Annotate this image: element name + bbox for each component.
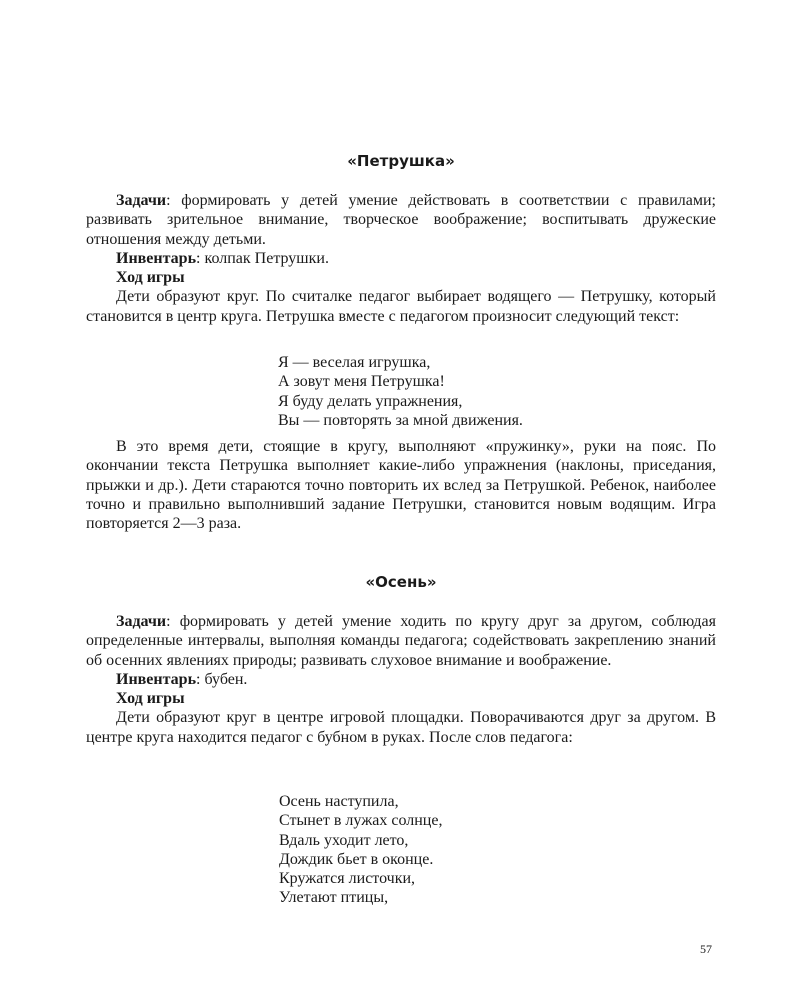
equipment-label: Инвентарь [116, 249, 197, 267]
equipment-paragraph [86, 670, 716, 689]
equipment-text: : бубен. [196, 670, 248, 688]
petrushka-rules [86, 437, 716, 533]
equipment-text: : колпак Петрушки. [196, 249, 329, 267]
osen-description [86, 612, 716, 747]
tasks-text: : формировать у детей умение действовать в соответствии с правилами; развивать зрительное внимание, творческое воображение; воспитывать дружеские отношения между детьми. [86, 192, 716, 248]
book-page [86, 0, 716, 1000]
tasks-paragraph [86, 612, 716, 670]
verse-line: Кружатся листочки, [279, 870, 416, 888]
osen-verse [279, 792, 442, 908]
game-progress-heading: Ход игры [116, 690, 185, 708]
verse-line: Я буду делать упражнения, [278, 392, 463, 410]
verse-line: Вы — повторять за мной движения. [278, 411, 523, 429]
equipment-paragraph [86, 249, 716, 268]
tasks-label: Задачи [116, 192, 167, 209]
equipment-label: Инвентарь [116, 670, 197, 688]
petrushka-description [86, 191, 716, 326]
intro-paragraph: Дети образуют круг. По считалке педагог выбирает водящего — Петрушку, который становится в центр круга. Петрушка вместе с педагогом произносит следующий текст: [86, 288, 716, 325]
tasks-paragraph [86, 191, 716, 249]
verse-line: Дождик бьет в оконце. [279, 850, 434, 868]
intro-paragraph: Дети образуют круг в центре игровой площадки. Поворачиваются друг за другом. В центре круга находится педагог с бубном в руках. После слов педагога: [86, 709, 716, 746]
verse-line: Я — веселая игрушка, [278, 354, 431, 371]
tasks-label: Задачи [116, 613, 167, 630]
section-title-petrushka: «Петрушка» [347, 152, 455, 170]
section-title-osen: «Осень» [365, 573, 437, 591]
verse-line: Стынет в лужах солнце, [279, 812, 443, 830]
page-number: 57 [700, 942, 712, 956]
after-verse-paragraph: В это время дети, стоящие в кругу, выполняют «пружинку», руки на пояс. По окончании текста Петрушка выполняет какие-либо упражнения (наклоны, приседания, прыжки и др.). Дети стараются точно повторить их вслед за Петрушкой. Ребенок, наиболее точно и правильно выполнивший задание Петрушки, становится новым водящим. Игра повторяется 2—3 раза. [86, 438, 716, 533]
verse-line: А зовут меня Петрушка! [278, 373, 445, 391]
verse-line: Улетают птицы, [279, 889, 389, 907]
petrushka-verse [278, 353, 523, 430]
tasks-text: : формировать у детей умение ходить по кругу друг за другом, соблюдая определенные интервалы, выполняя команды педагога; содействовать закреплению знаний об осенних явлениях природы; развивать слуховое внимание и воображение. [86, 613, 716, 669]
verse-line: Вдаль уходит лето, [279, 831, 409, 849]
verse-line: Осень наступила, [279, 793, 399, 810]
game-progress-heading: Ход игры [116, 269, 185, 287]
